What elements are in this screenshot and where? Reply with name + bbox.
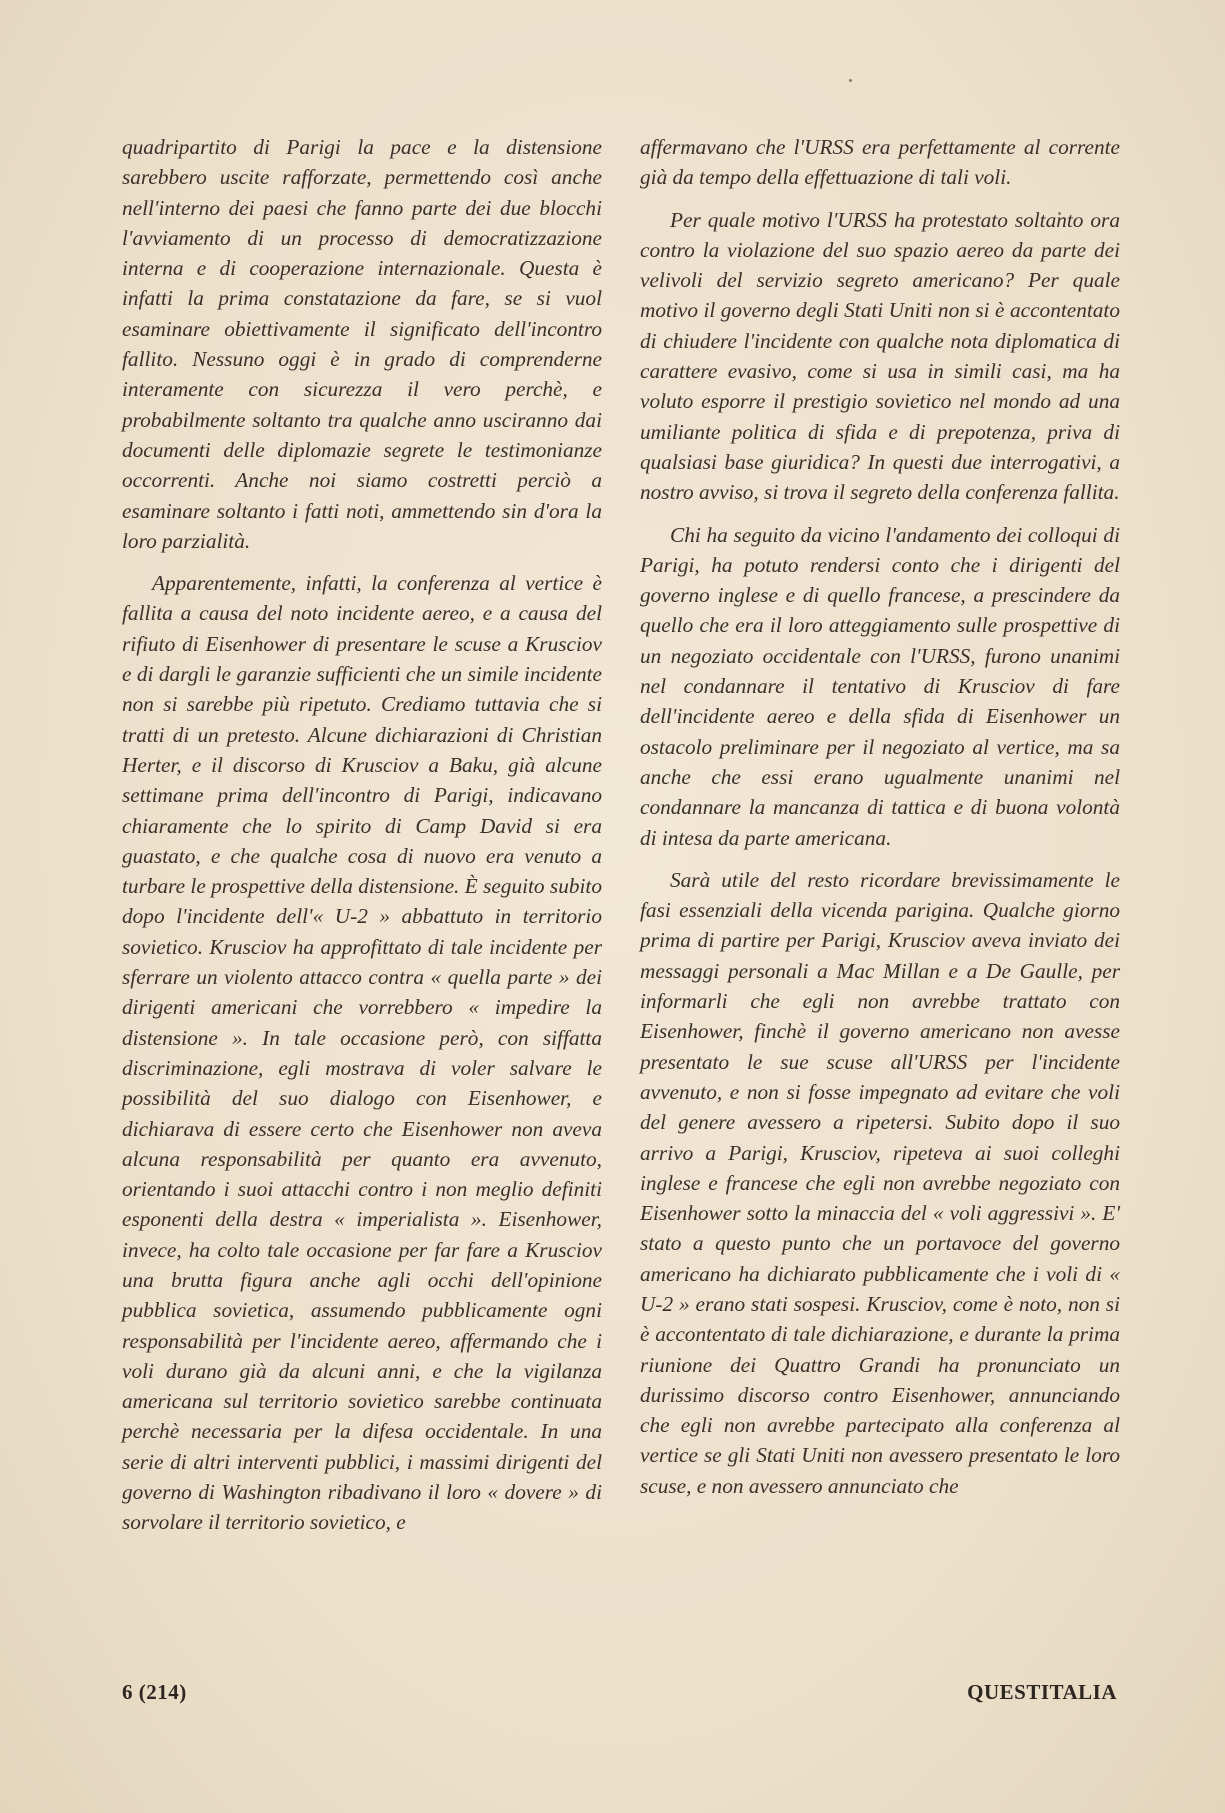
paragraph: Chi ha seguito da vicino l'andamento dei colloqui di Parigi, ha potuto rendersi conto che i dirigenti del governo inglese e di quello francese, a prescindere da quello che era il loro atteggiamento sulle prospettive di un negoziato occidentale con l'URSS, furono unanimi nel condannare il tentativo di Krusciov di fare dell'incidente aereo e della sfida di Eisenhower un ostacolo preliminare per il negoziato al vertice, ma sa anche che essi erano ugualmente unanimi nel condannare la mancanza di tattica e di buona volontà di intesa da parte americana.	[640, 522, 1120, 850]
right-column	[640, 132, 1120, 1501]
paragraph: Per quale motivo l'URSS ha protestato soltanto ora contro la violazione del suo spazio aereo da parte dei velivoli del servizio segreto americano? Per quale motivo il governo degli Stati Uniti non si è accontentato di chiudere l'incidente con qualche nota diplomatica di carattere evasivo, come si usa in simili casi, ma ha voluto esporre il prestigio sovietico nel mondo ad una umiliante politica di sfida e di prepotenza, priva di qualsiasi base giuridica? In questi due interrogativi, a nostro avviso, si trova il segreto della conferenza fallita.	[640, 207, 1120, 505]
page-number: 6 (214)	[122, 1680, 187, 1704]
magazine-title: QUESTITALIA	[967, 1680, 1117, 1704]
page-footer	[122, 1680, 1117, 1705]
paragraph: Sarà utile del resto ricordare brevissimamente le fasi essenziali della vicenda parigina. Qualche giorno prima di partire per Parigi, Krusciov aveva inviato dei messaggi personali a Mac Millan e a De Gaulle, per informarli che egli non avrebbe trattato con Eisenhower, finchè il governo americano non avesse presentato le sue scuse all'URSS per l'incidente avvenuto, e non si fosse impegnato ad evitare che voli del genere avessero a ripetersi. Subito dopo il suo arrivo a Parigi, Krusciov, ripeteva ai suoi colleghi inglese e francese che egli non avrebbe negoziato con Eisenhower sotto la minaccia del « voli aggressivi ». E' stato a questo punto che un portavoce del governo americano ha dichiarato pubblicamente che i voli di « U-2 » erano stati sospesi. Krusciov, come è noto, non si è accontentato di tale dichiarazione, e durante la prima riunione dei Quattro Grandi ha pronunciato un durissimo discorso contro Eisenhower, annunciando che egli non avrebbe partecipato alla conferenza al vertice se gli Stati Uniti non avessero presentato le loro scuse, e non avessero annunciato che	[640, 867, 1120, 1498]
left-column	[122, 132, 602, 1538]
paragraph: Apparentemente, infatti, la conferenza al vertice è fallita a causa del noto incidente aereo, e a causa del rifiuto di Eisenhower di presentare le scuse a Krusciov e di dargli le garanzie sufficienti che un simile incidente non si sarebbe più ripetuto. Crediamo tuttavia che si tratti di un pretesto. Alcune dichiarazioni di Christian Herter, e il discorso di Krusciov a Baku, già alcune settimane prima dell'incontro di Parigi, indicavano chiaramente che lo spirito di Camp David si era guastato, e che qualche cosa di nuovo era venuto a turbare le prospettive della distensione. È seguito subito dopo l'incidente dell'« U-2 » abbattuto in territorio sovietico. Krusciov ha approfittato di tale incidente per sferrare un violento attacco contra « quella parte » dei dirigenti americani che vorrebbero « impedire la distensione ». In tale occasione però, con siffatta discriminazione, egli mostrava di voler salvare le possibilità del suo dialogo con Eisenhower, e dichiarava di essere certo che Eisenhower non aveva alcuna responsabilità per quanto era avvenuto, orientando i suoi attacchi contro i non meglio definiti esponenti della destra « imperialista ». Eisenhower, invece, ha colto tale occasione per far fare a Krusciov una brutta figura anche agli occhi dell'opinione pubblica sovietica, assumendo pubblicamente ogni responsabilità per l'incidente aereo, affermando che i voli durano già da alcuni anni, e che la vigilanza americana sul territorio sovietico sarebbe continuata perchè necessaria per la difesa occidentale. In una serie di altri interventi pubblici, i massimi dirigenti del governo di Washington ribadivano il loro « dovere » di sorvolare il territorio sovietico, e	[122, 571, 602, 1535]
paragraph: quadripartito di Parigi la pace e la distensione sarebbero uscite rafforzate, permettendo così anche nell'interno dei paesi che fanno parte dei due blocchi l'avviamento di un processo di democratizzazione interna e di cooperazione internazionale. Questa è infatti la prima constatazione da fare, se si vuol esaminare obiettivamente il significato dell'incontro fallito. Nessuno oggi è in grado di comprenderne interamente con sicurezza il vero perchè, e probabilmente soltanto tra qualche anno usciranno dai documenti delle diplomazie segrete le testimonianze occorrenti. Anche noi siamo costretti perciò a esaminare soltanto i fatti noti, ammettendo sin d'ora la loro parzialità.	[122, 135, 602, 553]
speck	[849, 79, 852, 82]
paragraph: affermavano che l'URSS era perfettamente al corrente già da tempo della effettuazione di tali voli.	[640, 135, 1120, 190]
